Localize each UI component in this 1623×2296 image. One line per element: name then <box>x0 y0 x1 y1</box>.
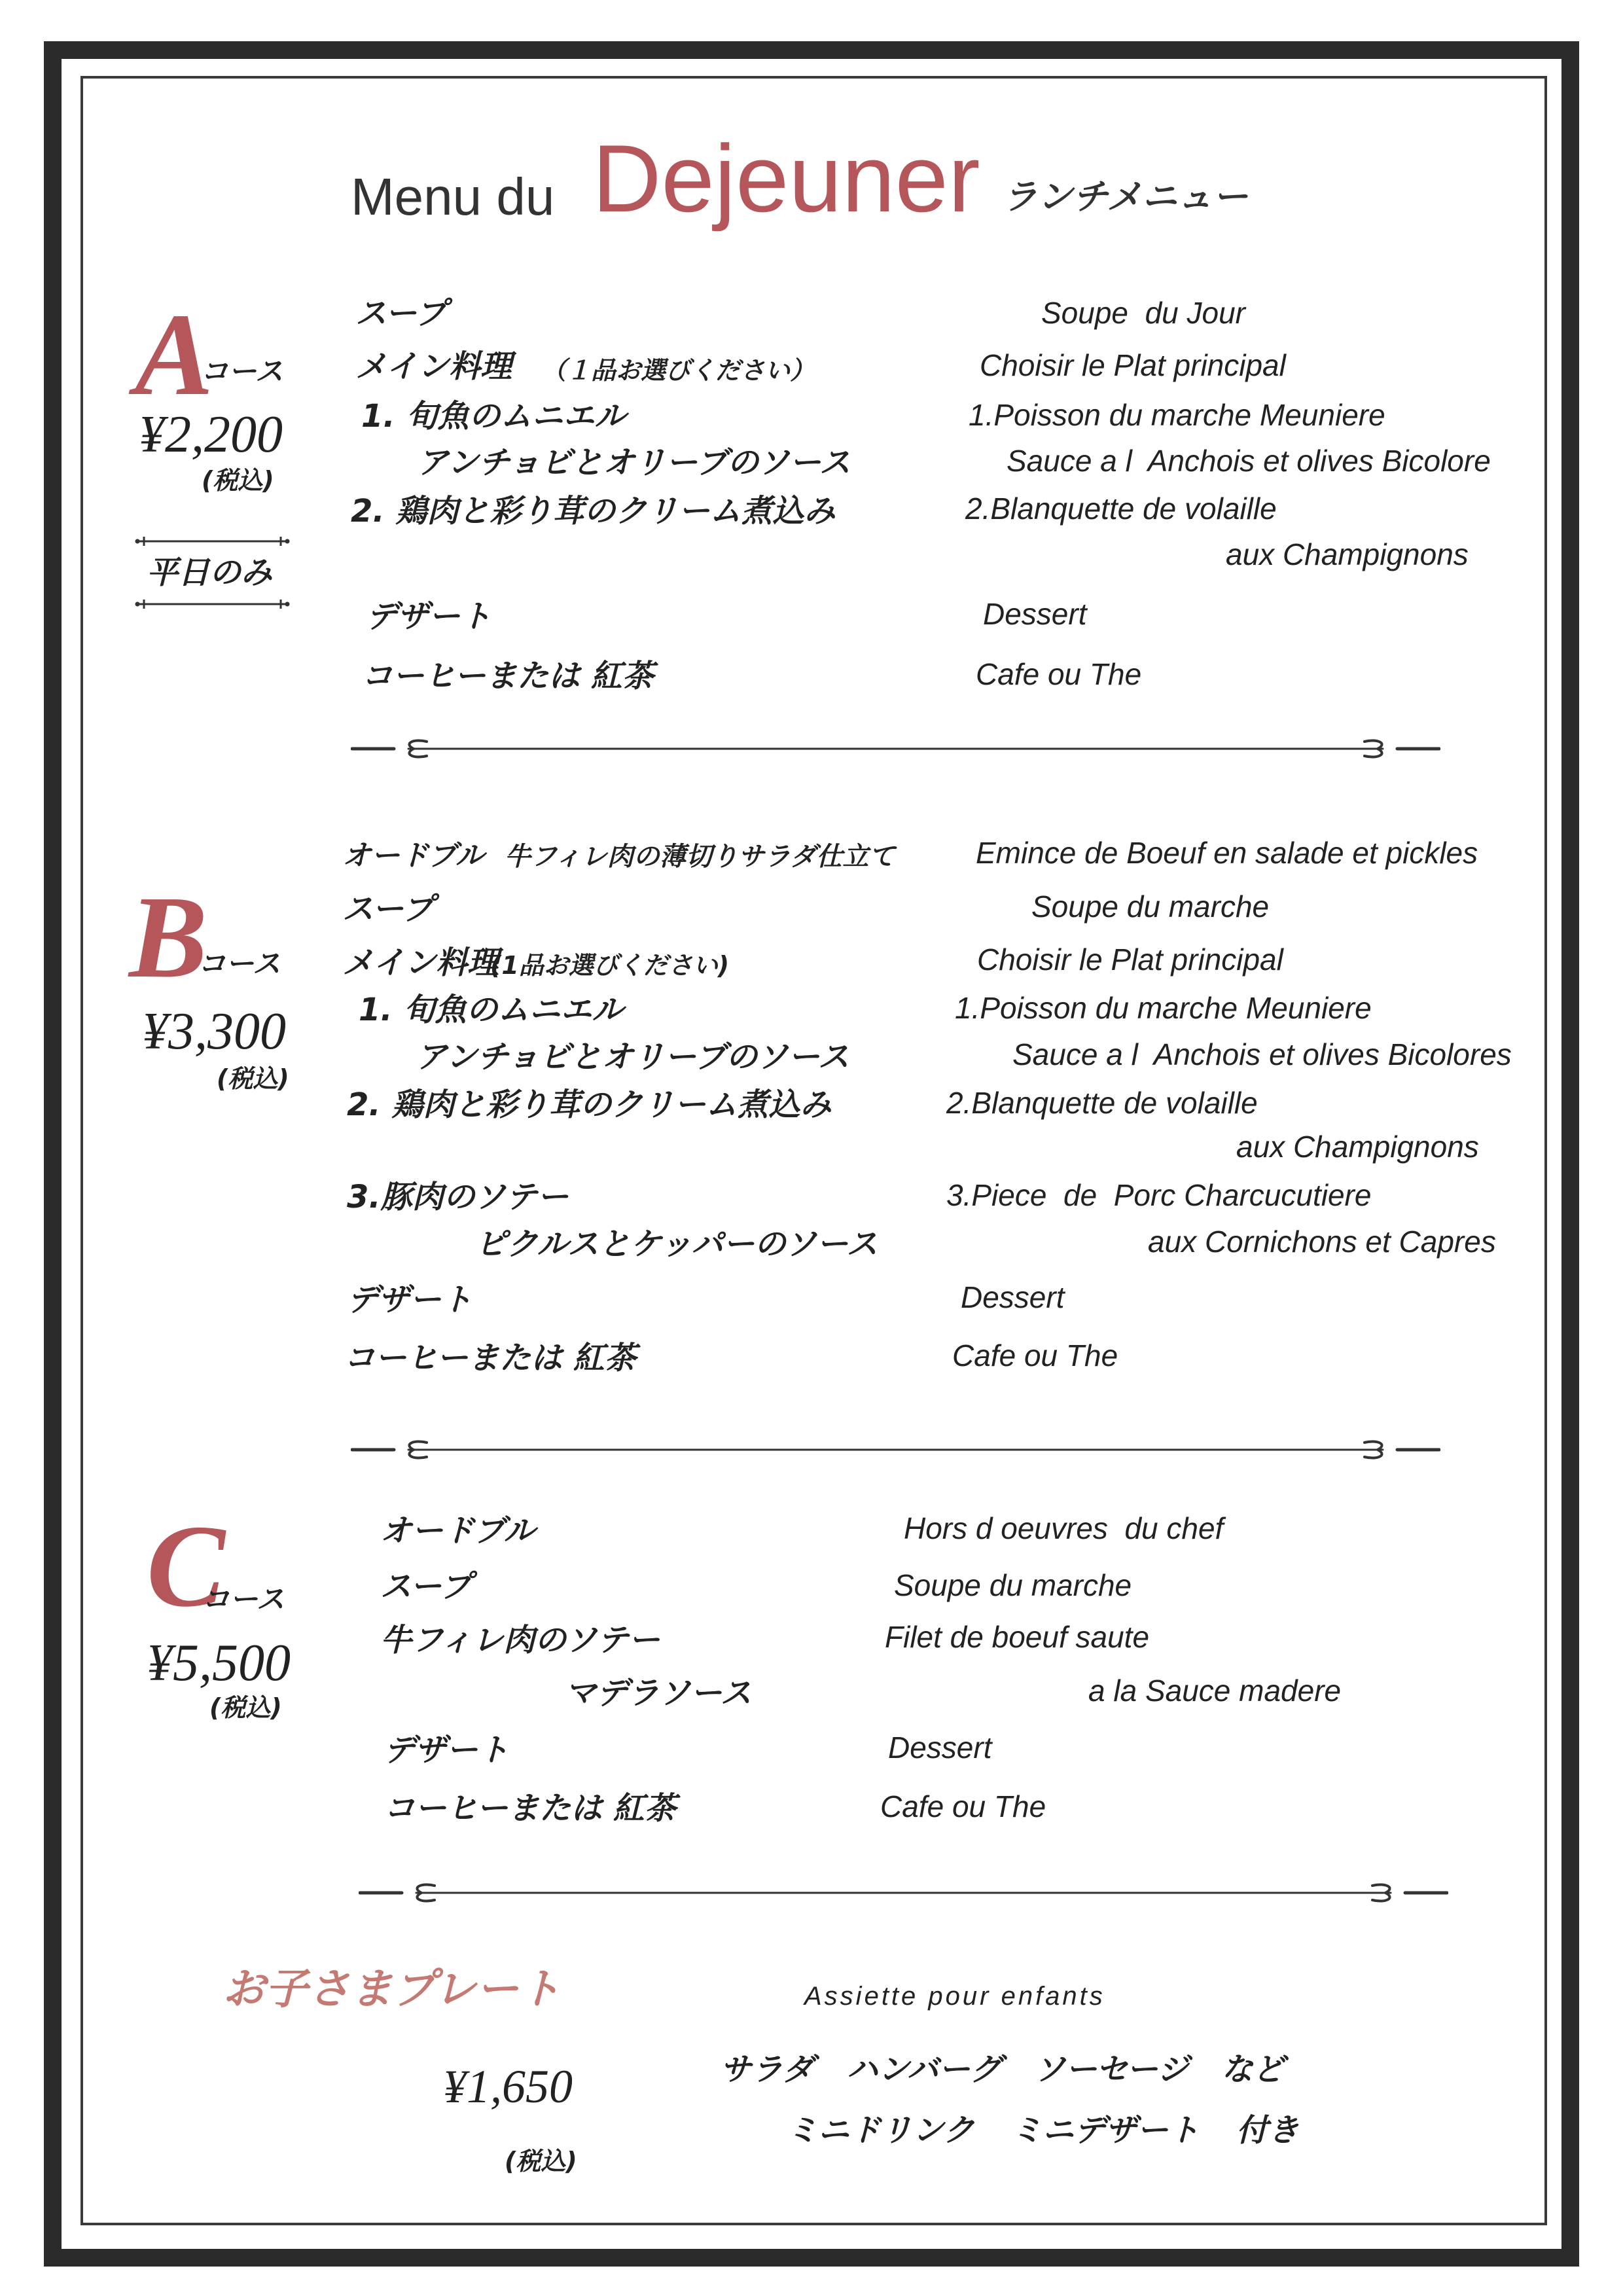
title-main: Dejeuner <box>592 125 980 232</box>
course-b-fr-soup: Soupe du marche <box>1031 889 1270 924</box>
course-c-ja-soup: スープ <box>380 1568 472 1605</box>
course-a-label: コース <box>200 355 283 388</box>
course-a-fr-drink: Cafe ou The <box>976 657 1142 691</box>
course-a-fr-soup: Soupe du Jour <box>1041 296 1246 330</box>
weekday-rule-bottom <box>135 596 290 612</box>
course-c-ja-dessert: デザート <box>383 1732 510 1768</box>
kids-plate-price: ¥1,650 <box>443 2060 573 2113</box>
course-b-fr-main: Choisir le Plat principal <box>977 942 1283 977</box>
course-b-ja-main: メイン料理 <box>342 944 499 981</box>
course-a-ja-dish2: 2. 鶏肉と彩り茸のクリーム煮込み <box>351 493 836 529</box>
section-divider-b <box>351 1437 1440 1463</box>
course-b-fr-dish1: 1.Poisson du marche Meuniere <box>955 991 1372 1025</box>
course-c-fr-main: Filet de boeuf saute <box>885 1620 1150 1654</box>
course-c-fr-drink: Cafe ou The <box>880 1789 1046 1823</box>
course-a-ja-dish1: 1. 旬魚のムニエル <box>361 398 626 435</box>
kids-item-mini-dessert: ミニデザート <box>1011 2112 1200 2149</box>
course-b-ja-dish3-sauce: ピクルスとケッパーのソース <box>475 1226 878 1263</box>
course-b-ja-starter-detail: 牛フィレ肉の薄切りサラダ仕立て <box>505 842 895 872</box>
course-c-ja-main: 牛フィレ肉のソテー <box>380 1622 660 1659</box>
course-c-label: コース <box>202 1583 285 1616</box>
title-prefix: Menu du <box>351 168 555 226</box>
course-b-letter: B <box>129 872 208 1002</box>
course-a-ja-dish1-sauce: アンチョビとオリーブのソース <box>417 444 851 481</box>
course-a-fr-main: Choisir le Plat principal <box>980 348 1286 382</box>
course-c-tax: (税込) <box>209 1693 282 1722</box>
course-b-fr-dish3-suffix: aux Cornichons et Capres <box>1148 1225 1496 1259</box>
course-a-fr-dish2: 2.Blanquette de volaille <box>965 492 1277 526</box>
weekday-rule-top <box>135 533 290 549</box>
kids-item-etc: など <box>1221 2051 1285 2088</box>
course-c-fr-main-sauce: a la Sauce madere <box>1088 1674 1342 1708</box>
course-a-ja-soup: スープ <box>355 295 447 332</box>
course-b-ja-dish1-sauce: アンチョビとオリーブのソース <box>416 1039 849 1075</box>
course-a-tax: (税込) <box>202 466 274 495</box>
course-b-ja-dish3: 3.豚肉のソテー <box>347 1179 569 1215</box>
kids-plate-title-fr: Assiette pour enfants <box>804 1982 1105 2011</box>
kids-item-included: 付き <box>1236 2112 1300 2149</box>
course-a-fr-dish1-sauce: Sauce a l Anchois et olives Bicolore <box>1007 444 1491 478</box>
kids-plate-tax: (税込) <box>505 2147 577 2176</box>
course-a-fr-dish2-suffix: aux Champignons <box>1226 537 1469 571</box>
course-b-fr-drink: Cafe ou The <box>952 1338 1118 1372</box>
course-b-tax: (税込) <box>217 1064 289 1093</box>
title-japanese: ランチメニュー <box>1002 176 1248 217</box>
course-c-ja-drink: コーヒーまたは 紅茶 <box>383 1790 676 1827</box>
course-b-ja-main-note: (1品お選びください) <box>490 951 730 980</box>
course-a-ja-dessert: デザート <box>366 598 492 635</box>
course-b-fr-dish2-suffix: aux Champignons <box>1236 1130 1479 1164</box>
course-a-fr-dish1: 1.Poisson du marche Meuniere <box>969 398 1385 432</box>
course-b-ja-starter: オードブル <box>342 839 484 872</box>
course-c-letter: C <box>147 1501 226 1631</box>
section-divider-a <box>351 736 1440 762</box>
course-b-ja-dessert: デザート <box>347 1282 473 1318</box>
course-c-ja-main-sauce: マデラソース <box>565 1675 752 1712</box>
kids-plate-items-line2 <box>787 2112 1300 2149</box>
course-b-fr-dish1-sauce: Sauce a l Anchois et olives Bicolores <box>1012 1037 1512 1071</box>
kids-plate-items-line1 <box>720 2051 1285 2088</box>
course-b-price: ¥3,300 <box>142 1003 286 1060</box>
course-b-label: コース <box>198 948 281 980</box>
course-c-fr-soup: Soupe du marche <box>894 1568 1132 1602</box>
kids-item-mini-drink: ミニドリンク <box>787 2112 975 2149</box>
course-b-ja-dish2: 2. 鶏肉と彩り茸のクリーム煮込み <box>347 1086 832 1123</box>
weekday-only-note: 平日のみ <box>147 554 273 591</box>
section-divider-c <box>359 1880 1448 1906</box>
kids-plate-title: お子さまプレート <box>223 1965 562 2014</box>
course-a-fr-dessert: Dessert <box>983 597 1087 631</box>
course-a-ja-main: メイン料理 <box>355 348 512 385</box>
course-b-fr-dish3: 3.Piece de Porc Charcucutiere <box>946 1178 1372 1212</box>
course-a-ja-drink: コーヒーまたは 紅茶 <box>361 658 654 694</box>
course-c-ja-starter: オードブル <box>380 1513 535 1549</box>
course-a-price: ¥2,200 <box>139 406 283 463</box>
course-a-letter: A <box>135 289 214 420</box>
course-b-ja-drink: コーヒーまたは 紅茶 <box>344 1340 636 1376</box>
course-b-fr-dish2: 2.Blanquette de volaille <box>946 1086 1258 1120</box>
course-c-price: ¥5,500 <box>147 1634 291 1692</box>
course-b-fr-dessert: Dessert <box>961 1280 1065 1314</box>
course-c-fr-dessert: Dessert <box>888 1731 992 1765</box>
course-b-fr-starter: Emince de Boeuf en salade et pickles <box>976 836 1478 870</box>
kids-item-salad: サラダ <box>720 2051 814 2088</box>
kids-item-sausage: ソーセージ <box>1034 2051 1189 2088</box>
course-a-ja-main-note: （１品お選びください） <box>541 356 815 385</box>
course-b-ja-soup: スープ <box>342 891 434 927</box>
kids-item-hamburg: ハンバーグ <box>846 2051 1002 2088</box>
course-b-ja-dish1: 1. 旬魚のムニエル <box>359 992 624 1028</box>
course-c-fr-starter: Hors d oeuvres du chef <box>904 1511 1224 1545</box>
